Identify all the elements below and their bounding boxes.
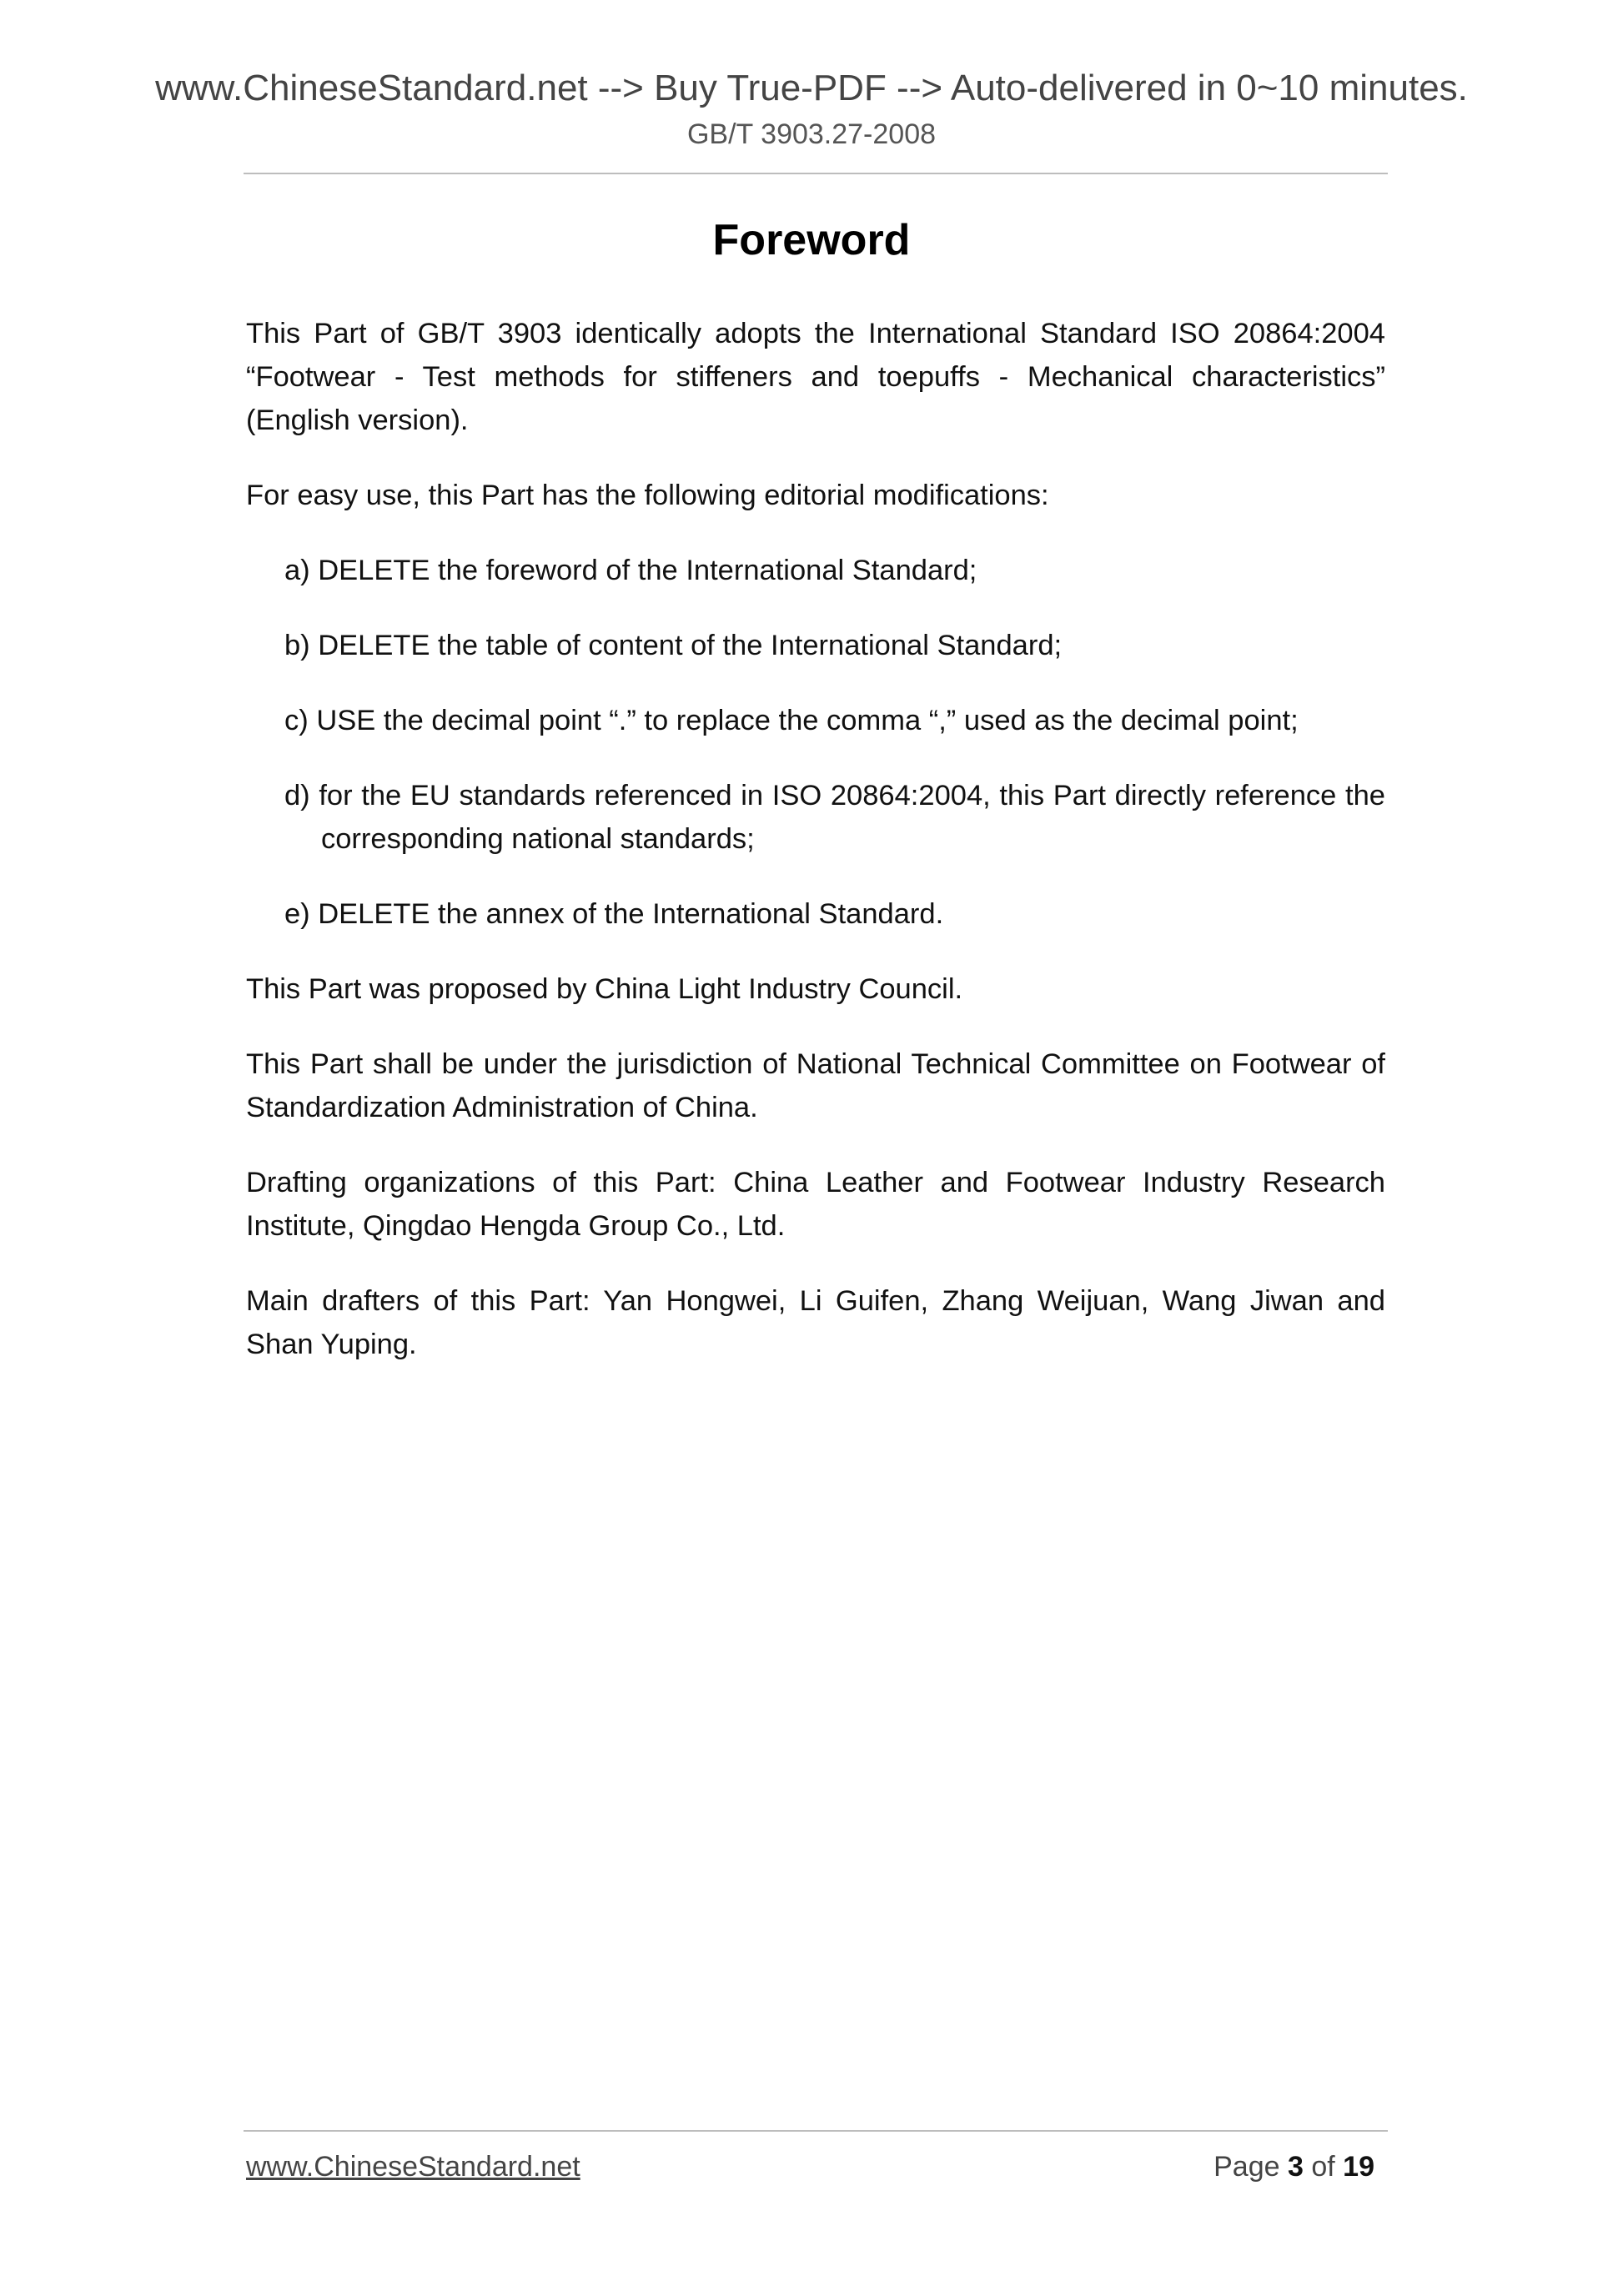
page-title: Foreword — [712, 216, 911, 264]
paragraph-main-drafters: Main drafters of this Part: Yan Hongwei, Li Guifen, Zhang Weijuan, Wang Jiwan and Shan Yuping. — [246, 1285, 1385, 1360]
standard-code: GB/T 3903.27-2008 — [686, 118, 937, 150]
paragraph-modifications-intro: For easy use, this Part has the following editorial modifications: — [246, 480, 1049, 511]
footer-divider — [244, 2130, 1388, 2132]
page-number — [1213, 2148, 1374, 2185]
page-of: of — [1311, 2151, 1335, 2183]
list-item: c) USE the decimal point “.” to replace the comma “,” used as the decimal point; — [284, 705, 1299, 736]
footer-site-link[interactable]: www.ChineseStandard.net — [246, 2151, 580, 2183]
list-item: b) DELETE the table of content of the International Standard; — [284, 630, 1063, 661]
page-current: 3 — [1287, 2151, 1304, 2183]
paragraph-adoption: This Part of GB/T 3903 identically adopts the International Standard ISO 20864:2004 “Footwear - Test methods for stiffeners and toepuffs - Mechanical characteristics” (English version). — [246, 318, 1385, 436]
header-banner: www.ChineseStandard.net --> Buy True-PDF --> Auto-delivered in 0~10 minutes. — [155, 68, 1468, 108]
list-item: d) for the EU standards referenced in ISO 20864:2004, this Part directly reference the corresponding national standards; — [284, 780, 1385, 855]
document-body — [246, 312, 1385, 1398]
page-label: Page — [1213, 2151, 1280, 2183]
header-divider — [244, 173, 1388, 174]
list-item: a) DELETE the foreword of the International Standard; — [284, 555, 977, 586]
page-total: 19 — [1343, 2151, 1374, 2183]
paragraph-drafting-organizations: Drafting organizations of this Part: China Leather and Footwear Industry Research Institute, Qingdao Hengda Group Co., Ltd. — [246, 1167, 1385, 1242]
paragraph-jurisdiction: This Part shall be under the jurisdiction of National Technical Committee on Footwear of Standardization Administration of China. — [246, 1048, 1385, 1123]
list-item: e) DELETE the annex of the International Standard. — [284, 898, 944, 930]
paragraph-proposed-by: This Part was proposed by China Light Industry Council. — [246, 973, 963, 1005]
